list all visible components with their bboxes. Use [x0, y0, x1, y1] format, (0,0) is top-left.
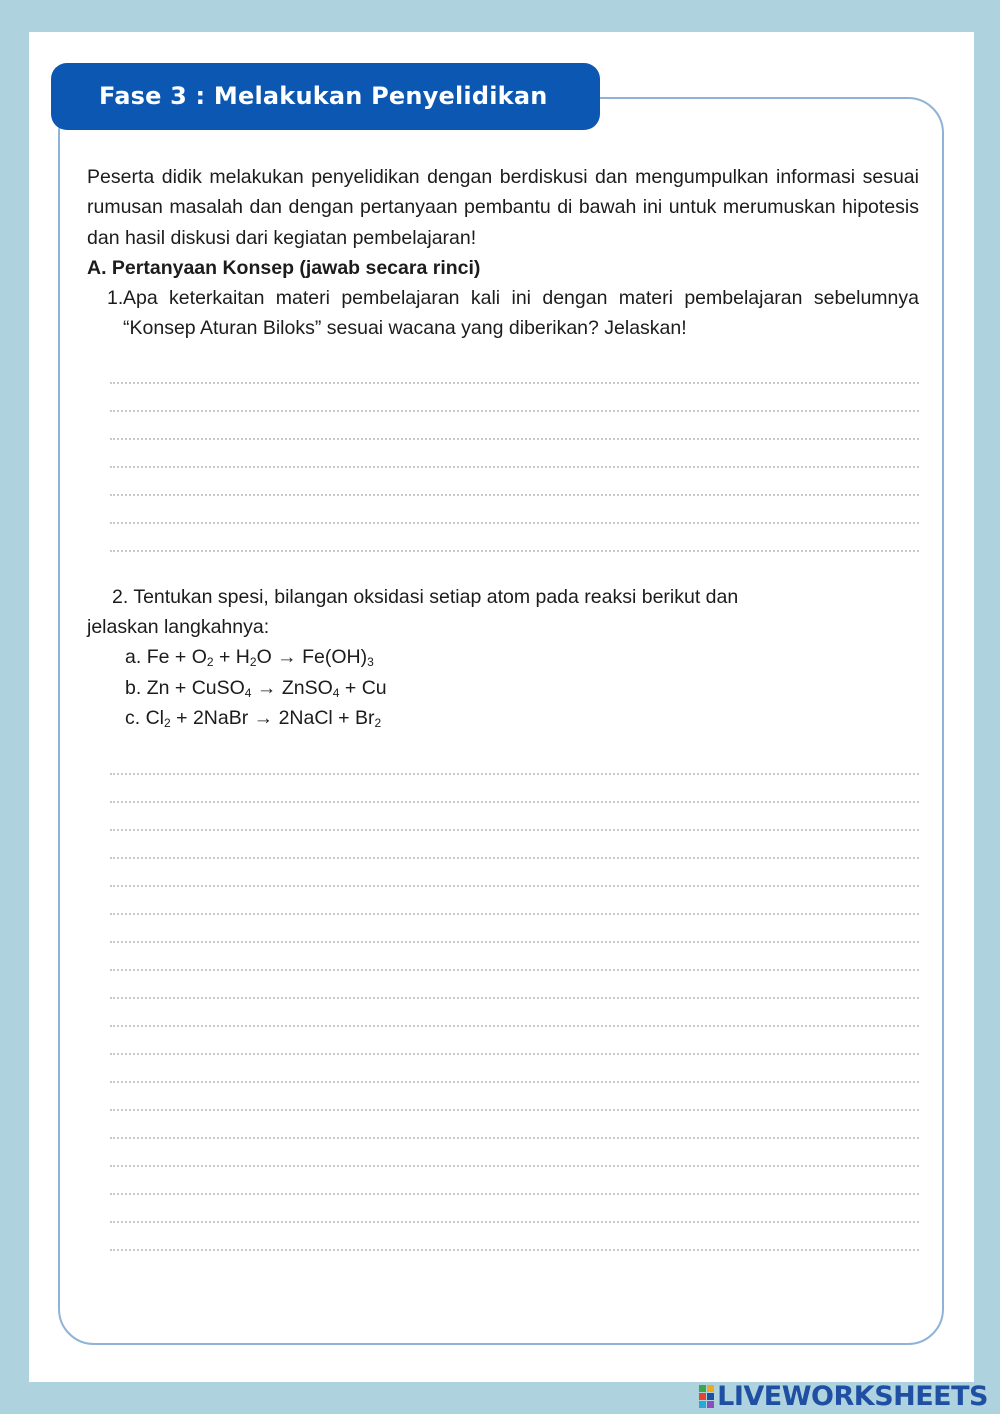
subscript: 3 — [367, 655, 374, 670]
subscript: 4 — [244, 685, 252, 700]
question-1-number: 1. — [107, 287, 124, 310]
formula: ZnSO — [281, 676, 333, 699]
product — [282, 677, 340, 699]
reaction-label: c. — [125, 706, 141, 729]
answer-line[interactable] — [110, 1223, 919, 1251]
reactant: Zn — [146, 676, 170, 699]
answer-line[interactable] — [110, 496, 919, 524]
answer-line[interactable] — [110, 1111, 919, 1139]
question-2-text-line2: jelaskan langkahnya: — [87, 616, 270, 639]
product: 2NaCl — [278, 706, 333, 729]
answer-line[interactable] — [110, 971, 919, 999]
reaction-a — [125, 642, 919, 672]
plus-sign: + — [174, 676, 187, 699]
answer-line[interactable] — [110, 1195, 919, 1223]
answer-line[interactable] — [110, 831, 919, 859]
answer-line[interactable] — [110, 412, 919, 440]
element-symbol: H — [235, 646, 250, 669]
liveworksheets-brand-text: LIVEWORKSHEETS — [717, 1381, 988, 1412]
worksheet-content — [87, 162, 919, 1251]
worksheet-page — [29, 32, 974, 1382]
reactant: Fe — [146, 646, 170, 669]
plus-sign: + — [174, 646, 187, 669]
section-a-title: A. Pertanyaan Konsep (jawab secara rinci) — [87, 256, 481, 279]
element-symbol: O — [191, 646, 207, 669]
answer-line[interactable] — [110, 803, 919, 831]
answer-line[interactable] — [110, 859, 919, 887]
plus-sign: + — [338, 706, 350, 729]
element-symbol: Br — [354, 706, 375, 729]
reaction-b — [125, 673, 919, 703]
answer-line[interactable] — [110, 747, 919, 775]
reaction-label: b. — [125, 676, 142, 699]
element-symbol: O — [256, 646, 272, 669]
subscript: 2 — [206, 655, 214, 670]
answer-line[interactable] — [110, 356, 919, 384]
reactant: 2NaBr — [192, 706, 249, 729]
subscript: 2 — [164, 715, 171, 730]
reaction-arrow-icon: → — [277, 646, 297, 669]
product: Cu — [361, 676, 387, 699]
answer-line[interactable] — [110, 915, 919, 943]
plus-sign: + — [176, 706, 188, 729]
phase-header: Fase 3 : Melakukan Penyelidikan — [51, 63, 600, 130]
answer-line[interactable] — [110, 1139, 919, 1167]
answer-line[interactable] — [110, 999, 919, 1027]
answer-line[interactable] — [110, 943, 919, 971]
answer-line[interactable] — [110, 384, 919, 412]
liveworksheets-logo[interactable] — [699, 1381, 988, 1412]
product — [355, 707, 381, 729]
answer-line[interactable] — [110, 468, 919, 496]
subscript: 2 — [249, 655, 257, 670]
question-1-text: Apa keterkaitan materi pembelajaran kali ini dengan materi pembelajaran sebelumnya “Konsep Aturan Biloks” sesuai wacana yang diberikan? Jelaskan! — [123, 287, 919, 340]
answer-line[interactable] — [110, 524, 919, 552]
reactant — [192, 646, 214, 668]
answer-area-1[interactable] — [110, 356, 919, 552]
reactant — [192, 677, 252, 699]
answer-line[interactable] — [110, 1027, 919, 1055]
plus-sign: + — [218, 646, 231, 669]
answer-line[interactable] — [110, 775, 919, 803]
formula: CuSO — [191, 676, 245, 699]
reaction-arrow-icon: → — [253, 706, 274, 729]
answer-area-2[interactable] — [110, 747, 919, 1251]
answer-line[interactable] — [110, 1083, 919, 1111]
answer-line[interactable] — [110, 887, 919, 915]
reaction-label: a. — [125, 646, 142, 669]
answer-line[interactable] — [110, 440, 919, 468]
subscript: 2 — [374, 715, 382, 730]
reaction-arrow-icon: → — [256, 676, 277, 699]
plus-sign: + — [344, 676, 357, 699]
answer-line[interactable] — [110, 1167, 919, 1195]
intro-paragraph: Peserta didik melakukan penyelidikan dengan berdiskusi dan mengumpulkan informasi sesuai rumusan masalah dan dengan pertanyaan pembantu di bawah ini untuk merumuskan hipotesis dan hasil diskusi dari kegiatan pembelajaran! — [87, 166, 919, 249]
reaction-list — [87, 642, 919, 733]
reactant — [146, 707, 171, 729]
question-2 — [87, 582, 919, 643]
liveworksheets-logo-icon — [699, 1385, 714, 1408]
reaction-c — [125, 703, 919, 733]
answer-line[interactable] — [110, 1055, 919, 1083]
reactant — [236, 646, 272, 668]
question-1 — [87, 283, 919, 344]
subscript: 4 — [332, 685, 340, 700]
question-2-text-line1: 2. Tentukan spesi, bilangan oksidasi setiap atom pada reaksi berikut dan — [112, 585, 739, 608]
product — [302, 646, 374, 668]
element-symbol: Cl — [145, 706, 165, 729]
formula: Fe(OH) — [302, 646, 368, 669]
